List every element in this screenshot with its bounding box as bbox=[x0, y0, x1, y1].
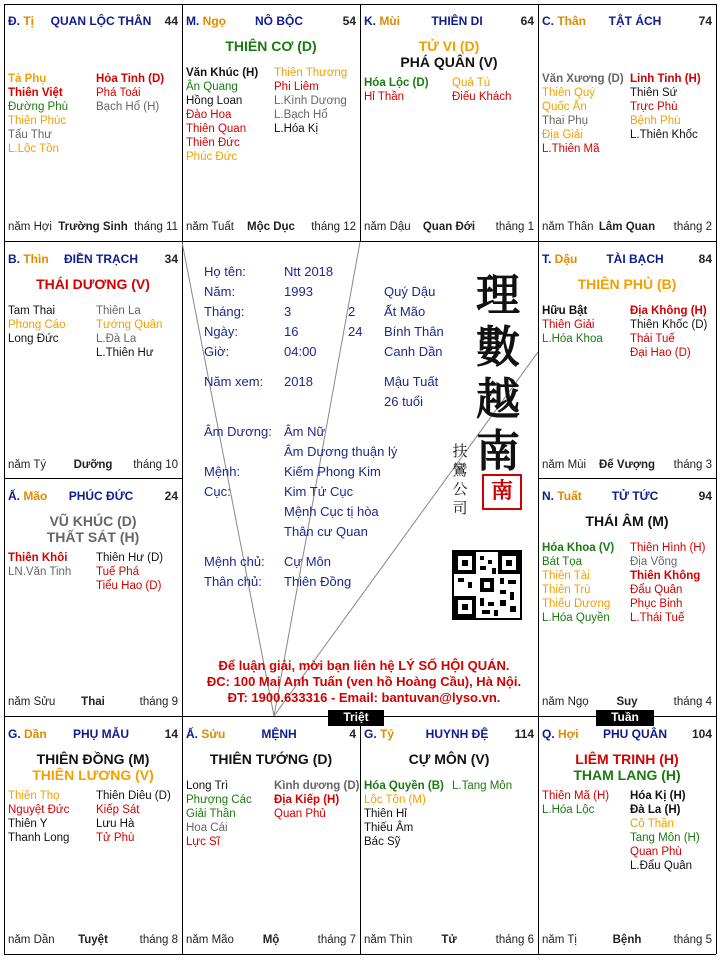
value-nam-xem: 2018 bbox=[284, 374, 313, 389]
value-cuc: Kim Tứ Cục bbox=[284, 484, 354, 499]
minor-star: Nguyệt Đức bbox=[8, 804, 70, 816]
calligraphy-glyph: 越 bbox=[476, 374, 520, 425]
minor-star: Phong Cáo bbox=[8, 319, 66, 331]
minor-star: Địa Không (H) bbox=[630, 305, 707, 317]
minor-star: L.Thái Tuế bbox=[630, 612, 685, 624]
footer-month: tháng 5 bbox=[673, 934, 712, 946]
palace-name: PHU QUÂN bbox=[602, 727, 667, 741]
palace-suu[interactable] bbox=[182, 717, 360, 954]
minor-star: Thiên Mã (H) bbox=[542, 790, 610, 802]
minor-star: Quan Phủ bbox=[274, 808, 326, 820]
footer-month: tháng 9 bbox=[139, 696, 178, 708]
label-than-chu: Thân chủ: bbox=[204, 574, 262, 589]
stars-left bbox=[186, 66, 258, 164]
minor-star: Long Đức bbox=[8, 333, 59, 345]
minor-star: L.Thiên Mã bbox=[542, 143, 600, 155]
palace-name: THIÊN DI bbox=[431, 14, 483, 28]
minor-star: Thiên Khốc (D) bbox=[630, 319, 708, 331]
palace-stem: G. Dần bbox=[8, 727, 47, 741]
value-nam-can: Quý Dậu bbox=[384, 284, 436, 299]
calligraphy-glyph: 理 bbox=[476, 270, 520, 321]
palace-name: TẬT ÁCH bbox=[608, 14, 662, 28]
label-menh-chu: Mệnh chủ: bbox=[204, 554, 265, 569]
minor-star: Thiên Phúc bbox=[8, 115, 67, 127]
minor-star: Lộc Tồn (M) bbox=[364, 794, 426, 806]
palace-footer bbox=[364, 221, 534, 237]
palace-stem: Ấ. Mão bbox=[8, 489, 48, 503]
stars-right bbox=[630, 789, 700, 873]
calligraphy-small-glyph: 扶 bbox=[452, 442, 468, 460]
qr-code-icon bbox=[454, 552, 520, 618]
minor-star: Thiên La bbox=[96, 305, 141, 317]
minor-star: Văn Khúc (H) bbox=[186, 67, 259, 79]
palace-tuat[interactable] bbox=[538, 479, 716, 716]
calligraphy-glyph: 數 bbox=[476, 322, 520, 373]
palace-footer bbox=[8, 696, 178, 712]
minor-star: Lực Sĩ bbox=[186, 836, 220, 848]
minor-star: Thanh Long bbox=[8, 832, 70, 844]
palace-name: TÀI BẠCH bbox=[606, 252, 664, 266]
footer-year: năm Thân bbox=[542, 221, 594, 233]
palace-ty[interactable] bbox=[360, 717, 538, 954]
value-gio-can: Canh Dần bbox=[384, 344, 443, 359]
footer-year: năm Tị bbox=[542, 934, 577, 946]
palace-footer bbox=[8, 459, 178, 475]
contact-line-2: ĐC: 100 Mai Anh Tuấn (ven hồ Hoàng Cầu), Hà Nội. bbox=[206, 674, 522, 689]
palace-name: NÔ BỘC bbox=[255, 14, 303, 28]
value-thang: 3 bbox=[284, 304, 292, 319]
palace-name: TỬ TỨC bbox=[611, 489, 659, 503]
value-nam: 1993 bbox=[284, 284, 313, 299]
minor-star: Giải Thần bbox=[186, 808, 236, 820]
minor-star: Địa Võng bbox=[630, 556, 678, 568]
stars-right bbox=[96, 72, 164, 114]
stars-right bbox=[452, 779, 512, 793]
palace-ngo[interactable] bbox=[182, 4, 360, 241]
footer-stage: Đế Vượng bbox=[598, 459, 656, 471]
palace-stem: C. Thân bbox=[542, 14, 587, 28]
label-nam: Năm: bbox=[204, 284, 236, 299]
value-ngay-can: Bính Thân bbox=[384, 324, 444, 339]
calligraphy-title bbox=[470, 270, 526, 478]
palace-name: MỆNH bbox=[261, 727, 297, 741]
footer-year: năm Mão bbox=[186, 934, 234, 946]
minor-star: Kiếp Sát bbox=[96, 804, 140, 816]
value-cuc-3: Thân cư Quan bbox=[284, 524, 368, 539]
stars-right bbox=[274, 66, 347, 136]
palace-stem: Đ. Tị bbox=[8, 14, 35, 28]
minor-star: Quan Phù bbox=[630, 846, 682, 858]
footer-year: năm Tý bbox=[8, 459, 47, 471]
footer-year: năm Dậu bbox=[364, 221, 411, 233]
center-info-panel bbox=[182, 242, 538, 716]
footer-stage: Mộc Dục bbox=[247, 221, 295, 233]
minor-star: Tả Phụ bbox=[8, 73, 47, 85]
palace-age: 24 bbox=[164, 489, 178, 503]
palace-age: 64 bbox=[520, 14, 534, 28]
palace-name: QUAN LỘC THÂN bbox=[50, 14, 152, 28]
palace-age: 14 bbox=[164, 727, 178, 741]
minor-star: Bệnh Phù bbox=[630, 115, 681, 127]
palace-age: 104 bbox=[691, 727, 712, 741]
minor-star: Tử Phù bbox=[96, 832, 135, 844]
palace-header bbox=[542, 14, 712, 30]
minor-star: Hỏa Tinh (D) bbox=[96, 73, 165, 85]
minor-star: Thiếu Âm bbox=[364, 822, 414, 834]
footer-year: năm Hợi bbox=[8, 221, 52, 233]
red-seal: 南 bbox=[482, 474, 522, 510]
stars-right bbox=[96, 304, 162, 360]
minor-star: Văn Xương (D) bbox=[542, 73, 624, 85]
major-star: VŨ KHÚC (D) bbox=[49, 513, 137, 529]
value-am-duong-2: Âm Dương thuận lý bbox=[284, 444, 398, 459]
minor-star: LN.Văn Tinh bbox=[8, 566, 72, 578]
minor-star: L.Lộc Tồn bbox=[8, 143, 59, 155]
stars-left bbox=[542, 72, 624, 156]
palace-mui[interactable] bbox=[360, 4, 538, 241]
minor-star: Điếu Khách bbox=[452, 91, 512, 103]
label-ho-ten: Họ tên: bbox=[204, 264, 246, 279]
footer-stage: Lâm Quan bbox=[598, 221, 656, 233]
palace-stem: T. Dậu bbox=[542, 252, 578, 266]
minor-star: Địa Giải bbox=[542, 129, 583, 141]
minor-star: Quốc Ấn bbox=[542, 101, 587, 113]
footer-stage: Tuyệt bbox=[78, 934, 108, 946]
minor-star: Tang Môn (H) bbox=[630, 832, 700, 844]
palace-hoi[interactable] bbox=[538, 717, 716, 954]
minor-star: Thiếu Dương bbox=[542, 598, 611, 610]
major-star: THIÊN LƯƠNG (V) bbox=[32, 767, 154, 783]
footer-stage: Tử bbox=[441, 934, 457, 946]
footer-month: tháng 8 bbox=[139, 934, 178, 946]
value-gio: 04:00 bbox=[284, 344, 317, 359]
value-menh-chu: Cự Môn bbox=[284, 554, 331, 569]
major-star: THIÊN TƯỚNG (D) bbox=[209, 751, 333, 767]
palace-header bbox=[8, 252, 178, 268]
minor-star: Thiên Trù bbox=[542, 584, 591, 596]
value-menh: Kiếm Phong Kim bbox=[284, 464, 381, 479]
palace-header bbox=[542, 489, 712, 505]
calligraphy-small bbox=[450, 442, 470, 518]
minor-star: L.Thiên Hư bbox=[96, 347, 154, 359]
palace-stem: B. Thìn bbox=[8, 252, 49, 266]
minor-star: Đại Hao (D) bbox=[630, 347, 691, 359]
palace-age: 74 bbox=[698, 14, 712, 28]
contact-line-3: ĐT: 1900.633316 - Email: bantuvan@lyso.vn. bbox=[227, 690, 501, 705]
minor-star: Tuế Phá bbox=[96, 566, 140, 578]
footer-month: tháng 7 bbox=[317, 934, 356, 946]
minor-star: Đà La (H) bbox=[630, 804, 681, 816]
minor-star: Long Trì bbox=[186, 780, 229, 792]
value-ngay: 16 bbox=[284, 324, 299, 339]
stars-right bbox=[274, 779, 359, 821]
footer-month: tháng 2 bbox=[673, 221, 712, 233]
minor-star: Thiên Không bbox=[630, 570, 701, 582]
palace-footer bbox=[542, 934, 712, 950]
footer-year: năm Dần bbox=[8, 934, 55, 946]
label-ngay: Ngày: bbox=[204, 324, 238, 339]
minor-star: Phúc Đức bbox=[186, 151, 238, 163]
calligraphy-glyph: 南 bbox=[476, 426, 520, 477]
minor-star: Thiên Hình (H) bbox=[630, 542, 706, 554]
major-star: TỬ VI (D) bbox=[418, 38, 480, 54]
palace-header bbox=[8, 489, 178, 505]
footer-year: năm Tuất bbox=[186, 221, 234, 233]
stars-left bbox=[542, 541, 614, 625]
label-cuc: Cục: bbox=[204, 484, 231, 499]
minor-star: L.Hóa Khoa bbox=[542, 333, 603, 345]
minor-star: Bác Sỹ bbox=[364, 836, 401, 848]
major-star: THAM LANG (H) bbox=[573, 767, 681, 783]
calligraphy-small-glyph: 鸞 bbox=[452, 461, 468, 479]
major-star: CỰ MÔN (V) bbox=[408, 751, 490, 767]
minor-star: Hỉ Thần bbox=[364, 91, 405, 103]
palace-header bbox=[364, 727, 534, 743]
minor-star: Cô Thần bbox=[630, 818, 674, 830]
footer-month: tháng 6 bbox=[495, 934, 534, 946]
stars-left bbox=[542, 304, 603, 346]
minor-star: Quả Tú bbox=[452, 77, 491, 89]
palace-header bbox=[364, 14, 534, 30]
stars-left bbox=[8, 72, 68, 156]
minor-star: Thiên Diêu (D) bbox=[96, 790, 171, 802]
minor-star: Thai Phụ bbox=[542, 115, 589, 127]
palace-age: 84 bbox=[698, 252, 712, 266]
value-than-chu: Thiên Đồng bbox=[284, 574, 352, 589]
minor-star: L.Bạch Hổ bbox=[274, 109, 328, 121]
minor-star: Hoa Cái bbox=[186, 822, 228, 834]
minor-star: L.Đà La bbox=[96, 333, 137, 345]
minor-star: Hóa Kị (H) bbox=[630, 790, 686, 802]
palace-age: 4 bbox=[349, 727, 356, 741]
palace-header bbox=[186, 727, 356, 743]
palace-stem: Ấ. Sửu bbox=[186, 727, 226, 741]
minor-star: L.Hóa Lộc bbox=[542, 804, 595, 816]
minor-star: Hồng Loan bbox=[186, 95, 243, 107]
stars-left bbox=[8, 551, 71, 579]
palace-footer bbox=[364, 934, 534, 950]
calligraphy-small-glyph: 司 bbox=[452, 499, 468, 517]
palace-ti[interactable] bbox=[4, 4, 182, 241]
palace-dan[interactable] bbox=[4, 717, 182, 954]
minor-star: Tấu Thư bbox=[8, 129, 52, 141]
footer-month: tháng 4 bbox=[673, 696, 712, 708]
minor-star: Thái Tuế bbox=[630, 333, 675, 345]
palace-than[interactable] bbox=[538, 4, 716, 241]
palace-header bbox=[186, 14, 356, 30]
value-thang-can: Ất Mão bbox=[384, 304, 426, 319]
minor-star: Hóa Khoa (V) bbox=[542, 542, 615, 554]
footer-stage: Quan Đới bbox=[422, 221, 476, 233]
minor-star: Tướng Quân bbox=[96, 319, 163, 331]
minor-star: Thiên Khôi bbox=[8, 552, 68, 564]
calligraphy-char bbox=[470, 270, 526, 478]
palace-age: 44 bbox=[164, 14, 178, 28]
stars-right bbox=[630, 541, 705, 625]
minor-star: Tam Thai bbox=[8, 305, 56, 317]
label-thang: Tháng: bbox=[204, 304, 245, 319]
palace-footer bbox=[542, 221, 712, 237]
footer-month: tháng 3 bbox=[673, 459, 712, 471]
minor-star: Hữu Bật bbox=[542, 305, 588, 317]
minor-star: Thiên Hư (D) bbox=[96, 552, 164, 564]
palace-footer bbox=[542, 459, 712, 475]
palace-age: 114 bbox=[514, 727, 534, 741]
major-star: THẤT SÁT (H) bbox=[46, 529, 140, 545]
minor-star: Bạch Hổ (H) bbox=[96, 101, 160, 113]
major-star: THIÊN CƠ (D) bbox=[225, 38, 317, 54]
palace-footer bbox=[186, 221, 356, 237]
minor-star: Hóa Quyền (B) bbox=[364, 780, 444, 792]
major-star: THIÊN PHỦ (B) bbox=[577, 276, 677, 292]
palace-footer bbox=[186, 934, 356, 950]
value-nam-xem-can: Mậu Tuất bbox=[384, 374, 439, 389]
palace-age: 54 bbox=[342, 14, 356, 28]
minor-star: Thiên Đức bbox=[186, 137, 240, 149]
palace-name: PHÚC ĐỨC bbox=[68, 489, 134, 503]
palace-stem: G. Tý bbox=[364, 727, 395, 741]
palace-footer bbox=[8, 221, 178, 237]
footer-month: tháng 12 bbox=[311, 221, 356, 233]
minor-star: Địa Kiếp (H) bbox=[274, 794, 340, 806]
value-cuc-2: Mệnh Cục tị hòa bbox=[284, 504, 379, 519]
palace-name: ĐIỀN TRẠCH bbox=[64, 252, 138, 266]
label-gio: Giờ: bbox=[204, 344, 230, 359]
minor-star: Bát Tọa bbox=[542, 556, 583, 568]
label-am-duong: Âm Dương: bbox=[204, 424, 272, 439]
major-star: THÁI DƯƠNG (V) bbox=[36, 276, 150, 292]
minor-star: L.Kình Dương bbox=[274, 95, 347, 107]
palace-header bbox=[8, 727, 178, 743]
contact-line-1: Để luận giải, mời bạn liên hệ LÝ SỐ HỘI QUÁN. bbox=[218, 658, 510, 673]
minor-star: Lưu Hà bbox=[96, 818, 135, 830]
stars-left bbox=[364, 779, 444, 849]
palace-name: PHỤ MẪU bbox=[73, 727, 129, 741]
qr-code[interactable] bbox=[452, 550, 522, 620]
stars-left bbox=[542, 789, 609, 817]
stars-right bbox=[96, 551, 163, 593]
palace-mao[interactable] bbox=[4, 479, 182, 716]
minor-star: Linh Tinh (H) bbox=[630, 73, 701, 85]
stars-left bbox=[186, 779, 252, 849]
minor-star: Thiên Thọ bbox=[8, 790, 60, 802]
footer-stage: Suy bbox=[616, 696, 638, 708]
minor-star: Tiểu Hao (D) bbox=[96, 580, 162, 592]
minor-star: L.Hóa Kị bbox=[274, 123, 319, 135]
palace-footer bbox=[8, 934, 178, 950]
footer-year: năm Sửu bbox=[8, 696, 56, 708]
calligraphy-small-glyph: 公 bbox=[452, 480, 468, 498]
minor-star: L.Thiên Khốc bbox=[630, 129, 698, 141]
footer-year: năm Mùi bbox=[542, 459, 587, 471]
value-ho-ten: Ntt 2018 bbox=[284, 264, 334, 279]
palace-header bbox=[542, 727, 712, 743]
minor-star: L.Tang Môn bbox=[452, 780, 513, 792]
minor-star: Phục Binh bbox=[630, 598, 683, 610]
minor-star: Hóa Lộc (D) bbox=[364, 77, 429, 89]
label-menh: Mệnh: bbox=[204, 464, 241, 479]
footer-stage: Dưỡng bbox=[73, 459, 113, 471]
minor-star: Thiên Việt bbox=[8, 87, 63, 99]
footer-stage: Mộ bbox=[262, 934, 280, 946]
minor-star: Ân Quang bbox=[186, 81, 238, 93]
minor-star: L.Hóa Quyền bbox=[542, 612, 610, 624]
footer-stage: Thai bbox=[81, 696, 105, 708]
palace-header bbox=[542, 252, 712, 268]
minor-star: Phượng Các bbox=[186, 794, 252, 806]
minor-star: Thiên Quý bbox=[542, 87, 596, 99]
footer-month: tháng 1 bbox=[495, 221, 534, 233]
minor-star: Phá Toái bbox=[96, 87, 141, 99]
triet-marker: Triệt bbox=[328, 710, 384, 726]
major-star: LIÊM TRINH (H) bbox=[575, 751, 679, 767]
stars-right bbox=[96, 789, 171, 845]
stars-left bbox=[364, 76, 429, 104]
palace-header bbox=[8, 14, 178, 30]
minor-star: Trực Phù bbox=[630, 101, 678, 113]
tuan-marker: Tuần bbox=[596, 710, 654, 726]
value-thang-al: 2 bbox=[348, 304, 356, 319]
palace-age: 94 bbox=[698, 489, 712, 503]
palace-stem: M. Ngọ bbox=[186, 14, 226, 28]
footer-month: tháng 10 bbox=[133, 459, 178, 471]
major-star: PHÁ QUÂN (V) bbox=[400, 54, 498, 70]
minor-star: Thiên Y bbox=[8, 818, 48, 830]
value-am-duong: Âm Nữ bbox=[284, 424, 326, 439]
footer-year: năm Thìn bbox=[364, 934, 413, 946]
label-nam-xem: Năm xem: bbox=[204, 374, 264, 389]
major-star: THÁI ÂM (M) bbox=[585, 513, 669, 529]
stars-right bbox=[452, 76, 511, 104]
footer-stage: Bệnh bbox=[612, 934, 642, 946]
stars-left bbox=[8, 304, 66, 346]
minor-star: Đẩu Quân bbox=[630, 584, 683, 596]
stars-right bbox=[630, 72, 701, 142]
stars-left bbox=[8, 789, 69, 845]
palace-stem: K. Mùi bbox=[364, 14, 401, 28]
palace-dau[interactable] bbox=[538, 242, 716, 479]
minor-star: Phi Liêm bbox=[274, 81, 319, 93]
major-star: THIÊN ĐỒNG (M) bbox=[36, 751, 150, 767]
minor-star: Thiên Giải bbox=[542, 319, 595, 331]
minor-star: Thiên Sứ bbox=[630, 87, 678, 99]
value-tuoi: 26 tuổi bbox=[384, 394, 424, 409]
stars-right bbox=[630, 304, 707, 360]
footer-month: tháng 11 bbox=[134, 221, 178, 233]
palace-name: HUYNH ĐỆ bbox=[425, 727, 489, 741]
palace-age: 34 bbox=[164, 252, 178, 266]
minor-star: Thiên Tài bbox=[542, 570, 590, 582]
minor-star: Thiên Hỉ bbox=[364, 808, 407, 820]
value-ngay-al: 24 bbox=[348, 324, 363, 339]
footer-stage: Trường Sinh bbox=[58, 221, 128, 233]
minor-star: L.Đẩu Quân bbox=[630, 860, 693, 872]
minor-star: Kình dương (D) bbox=[274, 780, 360, 792]
minor-star: Đào Hoa bbox=[186, 109, 232, 121]
palace-stem: N. Tuất bbox=[542, 489, 582, 503]
palace-thin[interactable] bbox=[4, 242, 182, 479]
minor-star: Thiên Quan bbox=[186, 123, 247, 135]
footer-year: năm Ngọ bbox=[542, 696, 589, 708]
minor-star: Đường Phù bbox=[8, 101, 68, 113]
minor-star: Thiên Thương bbox=[274, 67, 348, 79]
palace-stem: Q. Hợi bbox=[542, 727, 579, 741]
